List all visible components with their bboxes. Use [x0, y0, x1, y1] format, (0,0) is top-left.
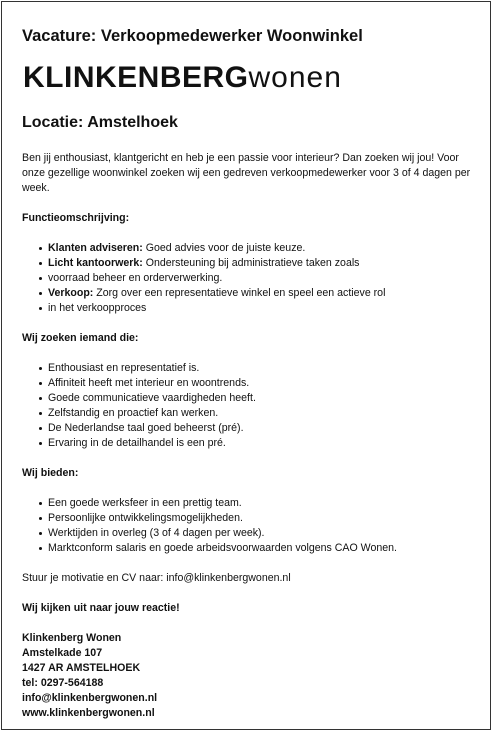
list-item-text: Goed advies voor de juiste keuze. — [142, 242, 306, 254]
list-item-bold: Klanten adviseren: — [48, 242, 143, 254]
list-item-bold: Verkoop: — [48, 287, 94, 299]
job-posting-page — [1, 1, 491, 730]
contact-web: www.klinkenbergwonen.nl — [22, 707, 155, 719]
contact-block — [22, 631, 482, 721]
list-item-text: Ondersteuning bij administratieve taken zoals — [142, 257, 360, 269]
list-item — [22, 301, 482, 316]
list-item-text: voorraad beheer en orderverwerking. — [48, 272, 223, 284]
list-item: De Nederlandse taal goed beheerst (pré). — [22, 421, 482, 436]
list-item — [22, 241, 482, 256]
motivatie-text: Stuur je motivatie en CV naar: info@klinkenbergwonen.nl — [22, 572, 291, 584]
list-item: Goede communicatieve vaardigheden heeft. — [22, 391, 482, 406]
logo-strong-text: KLINKENBERG — [23, 61, 249, 94]
bieden-heading: Wij bieden: — [22, 467, 79, 479]
intro-paragraph: Ben jij enthousiast, klantgericht en heb je een passie voor interieur? Dan zoeken wij jou! Voor onze gezellige woonwinkel zoeken wij een gedreven verkoopmedewerker voor 3 of 4 dagen per week. — [22, 152, 471, 194]
functie-heading: Functieomschrijving: — [22, 212, 130, 224]
page-title: Vacature: Verkoopmedewerker Woonwinkel — [22, 27, 363, 45]
list-item-text: in het verkoopproces — [48, 302, 147, 314]
list-item: Ervaring in de detailhandel is een pré. — [22, 436, 482, 451]
list-item — [22, 256, 482, 271]
list-item: Marktconform salaris en goede arbeidsvoorwaarden volgens CAO Wonen. — [22, 541, 482, 556]
list-item: Zelfstandig en proactief kan werken. — [22, 406, 482, 421]
bieden-list — [22, 496, 482, 556]
list-item: Werktijden in overleg (3 of 4 dagen per week). — [22, 526, 482, 541]
posting-body — [22, 151, 482, 721]
company-logo — [23, 60, 342, 96]
list-item: Persoonlijke ontwikkelingsmogelijkheden. — [22, 511, 482, 526]
list-item — [22, 286, 482, 301]
location-heading: Locatie: Amstelhoek — [22, 114, 178, 131]
list-item — [22, 271, 482, 286]
list-item: Een goede werksfeer in een prettig team. — [22, 496, 482, 511]
contact-street: Amstelkade 107 — [22, 647, 103, 659]
contact-name: Klinkenberg Wonen — [22, 632, 122, 644]
contact-email: info@klinkenbergwonen.nl — [22, 692, 158, 704]
zoeken-list — [22, 361, 482, 451]
list-item-text: Zorg over een representatieve winkel en speel een actieve rol — [93, 287, 386, 299]
logo-light-text: wonen — [248, 61, 342, 94]
list-item-bold: Licht kantoorwerk: — [48, 257, 143, 269]
contact-phone: tel: 0297-564188 — [22, 677, 104, 689]
contact-city: 1427 AR AMSTELHOEK — [22, 662, 141, 674]
list-item: Affiniteit heeft met interieur en woontrends. — [22, 376, 482, 391]
closing-text: Wij kijken uit naar jouw reactie! — [22, 602, 180, 614]
functie-list — [22, 241, 482, 316]
list-item: Enthousiast en representatief is. — [22, 361, 482, 376]
zoeken-heading: Wij zoeken iemand die: — [22, 332, 139, 344]
